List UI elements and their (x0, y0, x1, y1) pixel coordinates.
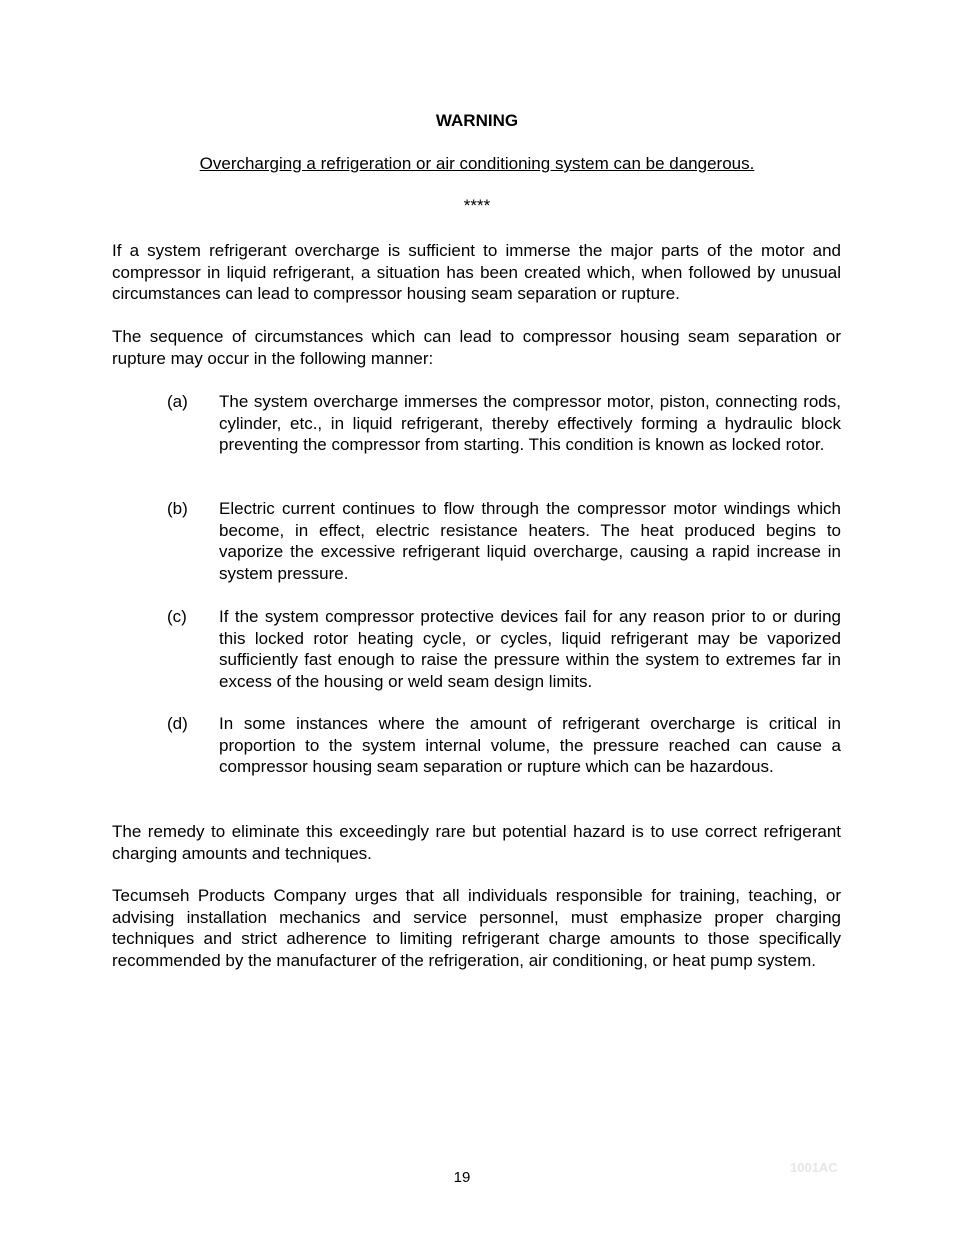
list-item-text: Electric current continues to flow through the compressor motor windings which become, in effect, electric resistance heaters. The heat produced begins to vaporize the excessive refrigerant liquid overcharge, causing a rapid increase in system pressure. (219, 499, 841, 583)
list-item-label: (d) (167, 714, 188, 733)
list-item-label: (a) (167, 392, 188, 411)
warning-subheading (0, 153, 954, 175)
list-item-c (167, 606, 841, 692)
urge-paragraph: Tecumseh Products Company urges that all individuals responsible for training, teaching, or advising installation mechanics and service personnel, must emphasize proper charging techniques and strict adherence to limiting refrigerant charge amounts to those specifically recommended by the manufacturer of the refrigeration, air conditioning, or heat pump system. (112, 886, 841, 970)
page-number: 19 (453, 1169, 471, 1186)
document-code: 1001AC (790, 1160, 838, 1175)
warning-heading: WARNING (435, 111, 519, 130)
list-item-text: If the system compressor protective devices fail for any reason prior to or during this locked rotor heating cycle, or cycles, liquid refrigerant may be vaporized sufficiently fast enough to raise the pressure within the system to extremes far in excess of the housing or weld seam design limits. (219, 607, 841, 691)
intro-paragraph: If a system refrigerant overcharge is sufficient to immerse the major parts of the motor and compressor in liquid refrigerant, a situation has been created which, when followed by unusual circumstances can lead to compressor housing seam separation or rupture. (112, 241, 841, 304)
list-item-a (167, 391, 841, 456)
sequence-paragraph: The sequence of circumstances which can lead to compressor housing seam separation or rupture may occur in the following manner: (112, 327, 841, 368)
list-item-label: (b) (167, 499, 188, 518)
list-item-d (167, 713, 841, 778)
list-item-text: In some instances where the amount of refrigerant overcharge is critical in proportion to the system internal volume, the pressure reached can cause a compressor housing seam separation or rupture which can be hazardous. (219, 714, 841, 777)
list-item-text: The system overcharge immerses the compressor motor, piston, connecting rods, cylinder, etc., in liquid refrigerant, thereby effectively forming a hydraulic block preventing the compressor from starting. This condition is known as locked rotor. (219, 392, 841, 455)
section-separator: **** (463, 196, 491, 215)
list-item-b (167, 498, 841, 584)
warning-subheading-text: Overcharging a refrigeration or air conditioning system can be dangerous. (199, 154, 755, 173)
list-item-label: (c) (167, 607, 187, 626)
remedy-paragraph: The remedy to eliminate this exceedingly rare but potential hazard is to use correct refrigerant charging amounts and techniques. (112, 822, 841, 863)
